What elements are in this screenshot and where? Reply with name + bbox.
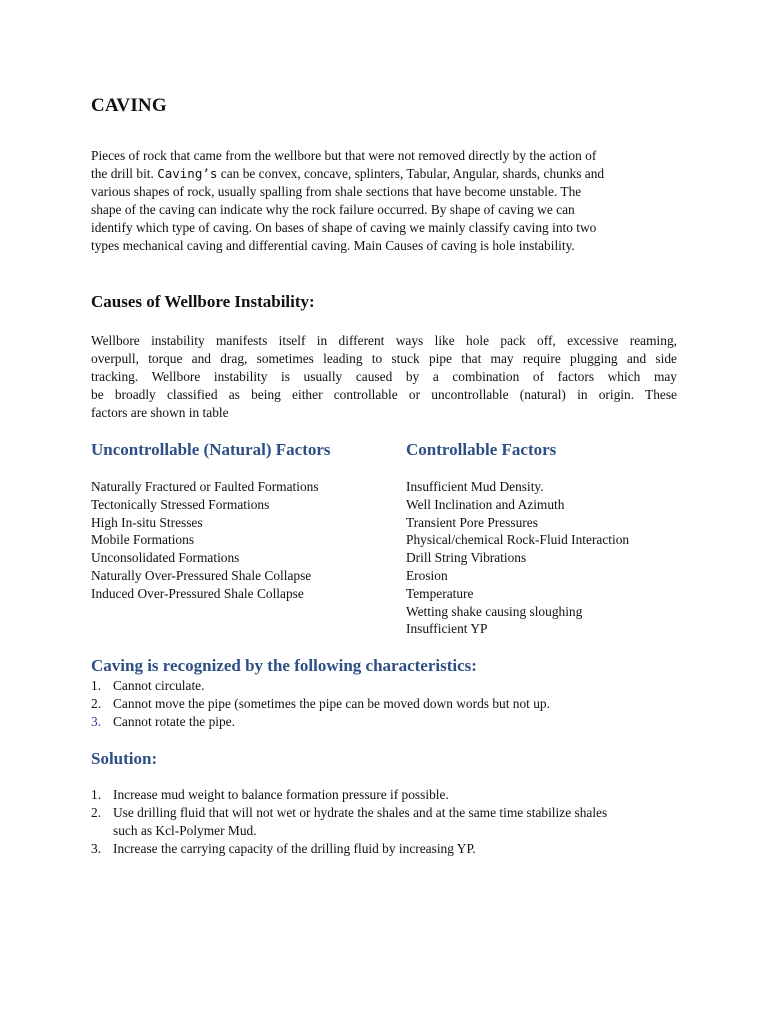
list-item: Naturally Fractured or Faulted Formations xyxy=(91,479,319,494)
list-item: 3. Cannot rotate the pipe. xyxy=(91,714,235,729)
list-number: 2. xyxy=(91,805,102,820)
list-item: Physical/chemical Rock-Fluid Interaction xyxy=(406,532,630,548)
list-item: Induced Over-Pressured Shale Collapse xyxy=(91,585,304,601)
uncontrollable-heading: Uncontrollable (Natural) Factors xyxy=(91,440,331,459)
instability-paragraph xyxy=(91,332,677,422)
list-number: 1. xyxy=(91,678,102,693)
list-number: 3. xyxy=(91,714,102,729)
list-item: Insufficient YP xyxy=(406,621,488,637)
intro-line: identify which type of caving. On bases of shape of caving we mainly classify caving into two xyxy=(91,220,597,235)
solution-heading: Solution: xyxy=(91,749,158,768)
list-number: 1. xyxy=(91,787,102,802)
instability-heading: Causes of Wellbore Instability: xyxy=(91,292,315,311)
list-item: Temperature xyxy=(406,585,474,601)
list-number: 3. xyxy=(91,841,102,856)
list-item: Mobile Formations xyxy=(91,532,195,548)
list-item: Insufficient Mud Density. xyxy=(406,479,544,494)
list-item: High In-situ Stresses xyxy=(91,514,203,530)
list-item: 2. Cannot move the pipe (sometimes the pipe can be moved down words but not up. xyxy=(91,696,550,711)
instability-line: overpull, torque and drag, sometimes leading to stuck pipe that may require plugging and side xyxy=(91,351,677,366)
instability-line: Wellbore instability manifests itself in different ways like hole pack off, excessive reaming, xyxy=(91,333,677,348)
list-item: Wetting shake causing sloughing xyxy=(406,603,583,619)
instability-line: be broadly classified as being either controllable or uncontrollable (natural) in origin. These xyxy=(91,387,677,402)
uncontrollable-list xyxy=(91,478,331,603)
list-item: 1. Increase mud weight to balance formation pressure if possible. xyxy=(91,787,449,802)
list-item: 3. Increase the carrying capacity of the drilling fluid by increasing YP. xyxy=(91,841,476,856)
instability-line: factors are shown in table xyxy=(91,405,229,420)
list-item: 1. Cannot circulate. xyxy=(91,678,205,693)
list-item: Erosion xyxy=(406,567,448,583)
characteristics-heading: Caving is recognized by the following characteristics: xyxy=(91,656,477,675)
list-item: Unconsolidated Formations xyxy=(91,550,240,566)
controllable-heading: Controllable Factors xyxy=(406,440,557,459)
list-item: Transient Pore Pressures xyxy=(406,514,538,530)
intro-paragraph xyxy=(91,147,671,255)
list-number: 2. xyxy=(91,696,102,711)
cavings-word: Caving’s xyxy=(157,166,218,181)
controllable-list xyxy=(406,478,629,638)
uncontrollable-factors xyxy=(91,440,331,603)
controllable-factors xyxy=(406,440,629,638)
instability-line: tracking. Wellbore instability is usually caused by a combination of factors which may xyxy=(91,369,677,384)
intro-line: the drill bit. Caving’s can be convex, concave, splinters, Tabular, Angular, shards, chunks and xyxy=(91,166,605,181)
list-item: Well Inclination and Azimuth xyxy=(406,496,565,512)
list-item: 2. Use drilling fluid that will not wet or hydrate the shales and at the same time stabilize shales such as Kcl-Polymer Mud. xyxy=(91,805,608,838)
list-item: Naturally Over-Pressured Shale Collapse xyxy=(91,567,312,583)
intro-line: shape of the caving can indicate why the rock failure occurred. By shape of caving we can xyxy=(91,202,575,217)
characteristics-list xyxy=(91,677,691,731)
list-item: Tectonically Stressed Formations xyxy=(91,496,270,512)
list-item: Drill String Vibrations xyxy=(406,550,527,566)
intro-line: types mechanical caving and differential caving. Main Causes of caving is hole instability. xyxy=(91,238,575,253)
solution-list xyxy=(91,786,691,858)
intro-line: Pieces of rock that came from the wellbore but that were not removed directly by the action of xyxy=(91,148,597,163)
page-title: CAVING xyxy=(91,95,167,116)
intro-line: various shapes of rock, usually spalling from shale sections that have become unstable. The xyxy=(91,184,582,199)
